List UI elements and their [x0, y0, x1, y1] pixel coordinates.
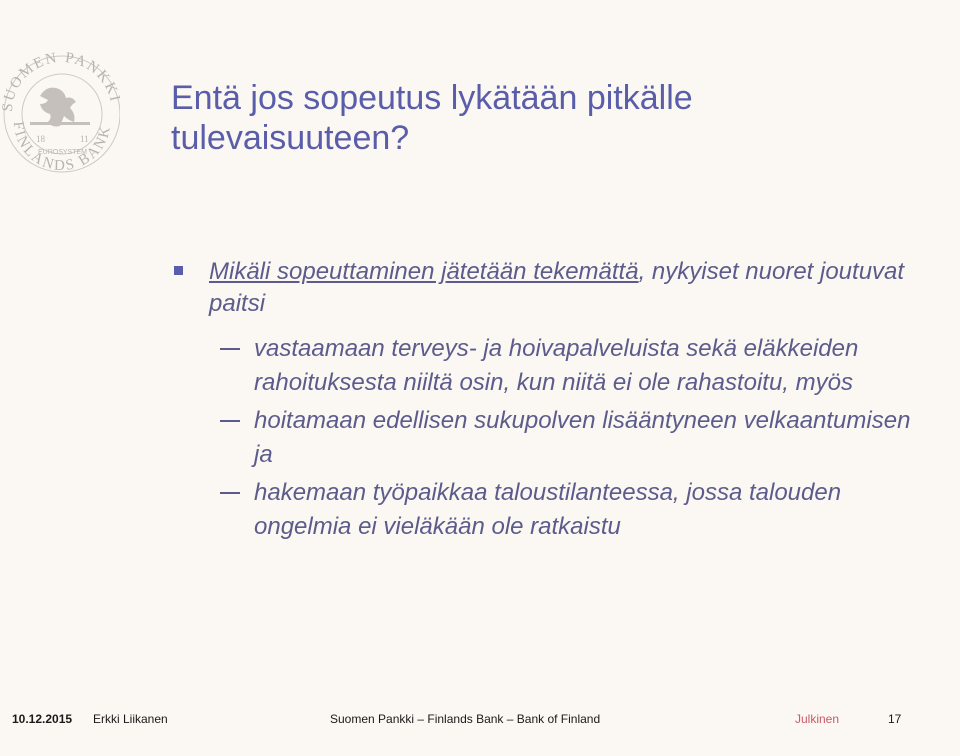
logo-year-right: 11 — [80, 134, 89, 144]
slide-footer — [0, 712, 960, 732]
sub-bullet-text: hoitamaan edellisen sukupolven lisääntyneen velkaantumisen ja — [254, 407, 911, 468]
main-bullet — [171, 256, 911, 320]
footer-page-number: 17 — [888, 712, 902, 726]
square-bullet-icon — [174, 266, 183, 275]
main-bullet-underlined-text: Mikäli sopeuttaminen jätetään tekemättä — [209, 258, 639, 285]
slide-title: Entä jos sopeutus lykätään pitkälle tulevaisuuteen? — [171, 79, 693, 157]
footer-date: 10.12.2015 — [12, 712, 73, 726]
sub-bullet-item — [171, 476, 911, 544]
sub-bullet-list — [171, 332, 911, 544]
footer-author: Erkki Liikanen — [93, 712, 168, 726]
sub-bullet-text: vastaamaan terveys- ja hoivapalveluista sekä eläkkeiden rahoituksesta niiltä osin, kun niitä ei ole rahastoitu, myös — [254, 335, 859, 396]
footer-bank-name: Suomen Pankki – Finlands Bank – Bank of Finland — [330, 712, 601, 726]
sub-bullet-item — [171, 404, 911, 472]
lion-emblem-icon — [30, 88, 90, 127]
bank-of-finland-logo — [0, 48, 120, 176]
logo-inner-text: EUROSYSTEM — [38, 149, 88, 156]
sub-bullet-text: hakemaan työpaikkaa taloustilanteessa, jossa talouden ongelmia ei vieläkään ole ratkaistu — [254, 479, 842, 540]
footer-classification: Julkinen — [795, 712, 840, 726]
main-bullet-text: , nykyiset nuoret joutuvat paitsi — [209, 258, 905, 317]
dash-bullet-icon — [220, 420, 240, 422]
dash-bullet-icon — [220, 348, 240, 350]
slide-content — [171, 256, 911, 548]
logo-ring-text-bottom: FINLANDS BANK — [9, 120, 115, 175]
logo-year-left: 18 — [36, 134, 45, 144]
svg-text:FINLANDS BANK — [10, 121, 114, 175]
sub-bullet-item — [171, 332, 911, 400]
dash-bullet-icon — [220, 492, 240, 494]
logo-ring-text-top: SUOMEN PANKK — [0, 49, 120, 113]
